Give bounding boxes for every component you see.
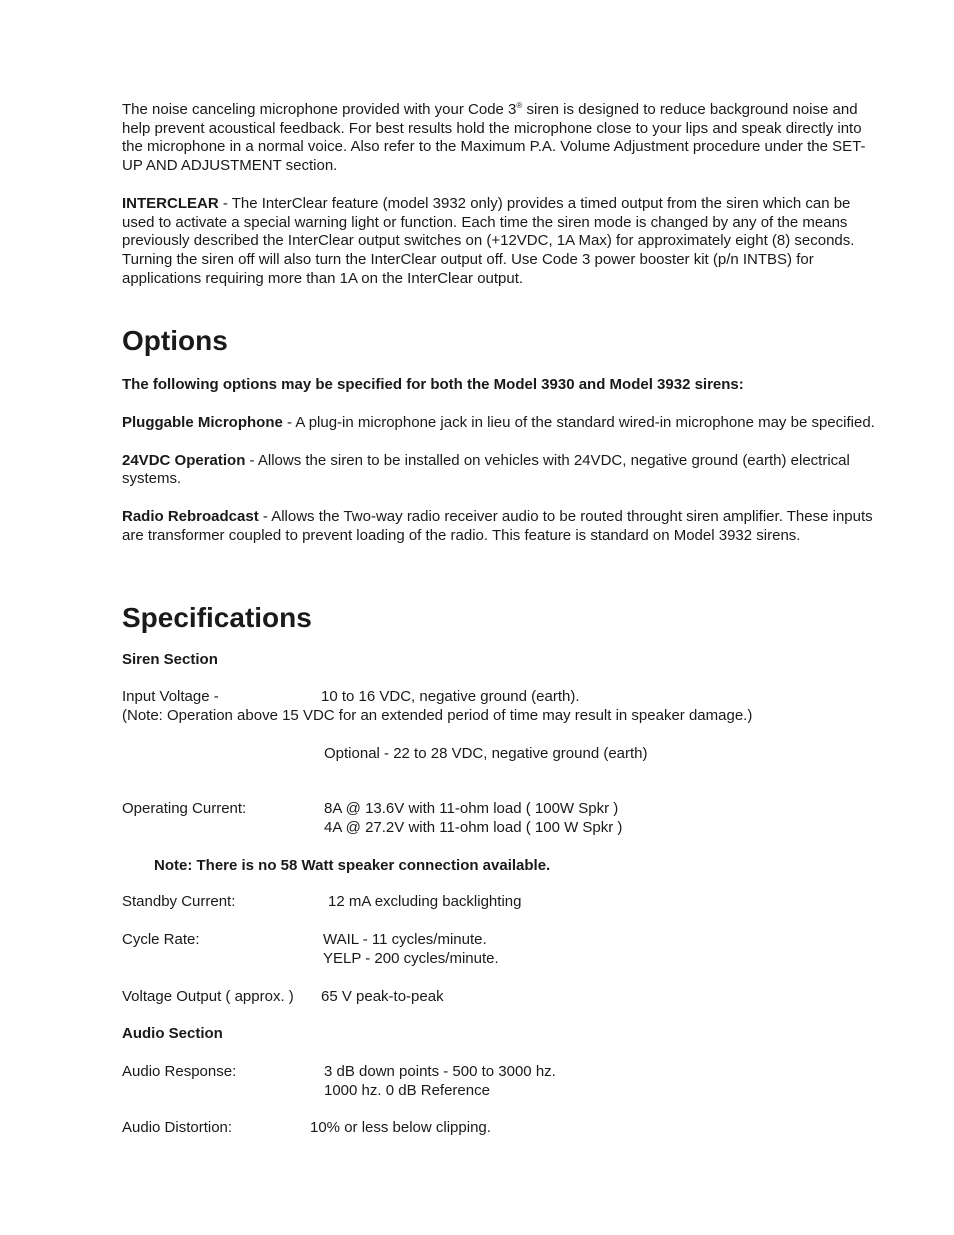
spec-input-voltage-optional: Optional - 22 to 28 VDC, negative ground (earth) [324,744,648,762]
registered-mark: ® [516,101,523,110]
option-pluggable-microphone: Pluggable Microphone - A plug-in microphone jack in lieu of the standard wired-in microphone may be specified. [122,414,875,432]
spec-input-voltage: Input Voltage - 10 to 16 VDC, negative ground (earth). [122,688,580,706]
specifications-heading: Specifications [122,601,312,633]
interclear-paragraph: INTERCLEAR - The InterClear feature (model 3932 only) provides a timed output from the siren which can be used to activate a special warning light or function. Each time the siren mode is changed by any of the means previously described the InterClear output switches on (+12VDC, 1A Max) for approximately eight (8) seconds. Turning the siren off will also turn the InterClear output off. Use Code 3 power booster kit (p/n INTBS) for applications requiring more than 1A on the InterClear output. [122,194,855,287]
spec-audio-distortion: Audio Distortion: 10% or less below clipping. [122,1119,491,1137]
intro-paragraph: The noise canceling microphone provided with your Code 3® siren is designed to reduce background noise and help prevent acoustical feedback. For best results hold the microphone close to your lips and speak directly into the microphone in a normal voice. Also refer to the Maximum P.A. Volume Adjustment procedure under the SET-UP AND ADJUSTMENT section. [122,101,866,175]
option-24vdc-operation: 24VDC Operation - Allows the siren to be installed on vehicles with 24VDC, negative ground (earth) electrical systems. [122,451,850,488]
option-radio-rebroadcast: Radio Rebroadcast - Allows the Two-way radio receiver audio to be routed throught siren amplifier. These inputs are transformer coupled to prevent loading of the radio. This feature is standard on Model 3932 sirens. [122,508,873,544]
spec-audio-response: Audio Response: 3 dB down points - 500 to 3000 hz. [122,1062,556,1080]
spec-input-voltage-note: (Note: Operation above 15 VDC for an extended period of time may result in speaker damage.) [122,706,753,724]
spec-cycle-rate-2: YELP - 200 cycles/minute. [323,949,499,967]
options-intro: The following options may be specified for both the Model 3930 and Model 3932 sirens: [122,376,744,394]
audio-section-label: Audio Section [122,1025,223,1043]
spec-voltage-output: Voltage Output ( approx. ) 65 V peak-to-peak [122,987,444,1005]
spec-note: Note: There is no 58 Watt speaker connection available. [154,856,551,874]
spec-audio-response-2: 1000 hz. 0 dB Reference [324,1081,490,1099]
options-heading: Options [122,325,228,357]
siren-section-label: Siren Section [122,650,218,668]
document-page [122,101,882,1138]
spec-cycle-rate: Cycle Rate: WAIL - 11 cycles/minute. [122,931,487,949]
spec-operating-current: Operating Current: 8A @ 13.6V with 11-ohm load ( 100W Spkr ) [122,800,619,818]
interclear-term: INTERCLEAR [122,194,219,212]
spec-operating-current-2: 4A @ 27.2V with 11-ohm load ( 100 W Spkr ) [324,819,623,837]
spec-standby-current: Standby Current: 12 mA excluding backlighting [122,893,522,911]
